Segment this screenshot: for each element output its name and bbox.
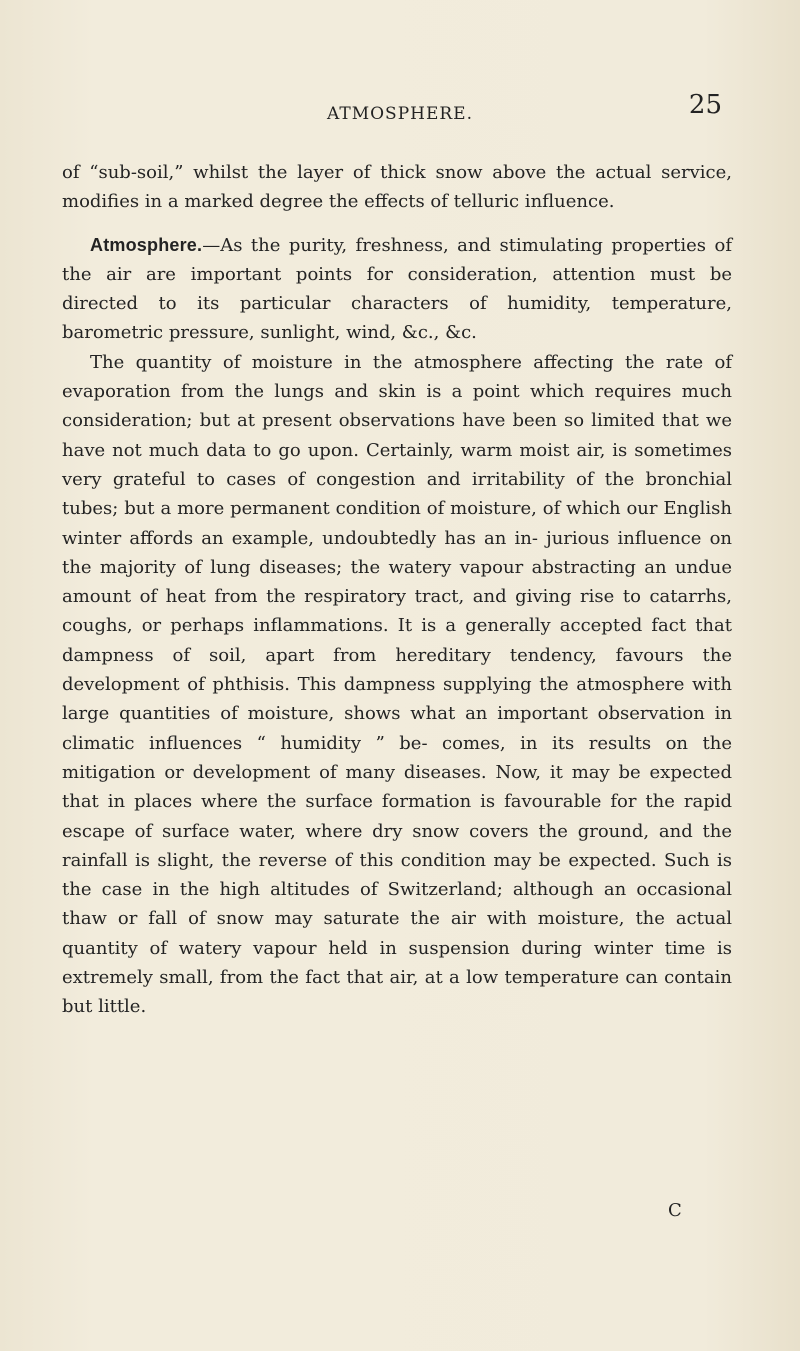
paragraph-sub-soil: of “sub-soil,” whilst the layer of thick snow above the actual service, modifies in a marked degree the effects of telluric influence.	[62, 162, 732, 213]
body-text	[62, 158, 732, 1022]
paragraph-moisture: The quantity of moisture in the atmosphere affecting the rate of evaporation from the lungs and skin is a point which requires much consideration; but at present observations have been so limited that we have not much data to go upon. Certainly, warm moist air, is sometimes very grateful to cases of congestion and irritability of the bronchial tubes; but a more permanent condition of moisture, of which our English winter affords an example, undoubtedly has an in- jurious influence on the majority of lung diseases; the watery vapour abstracting an undue amount of heat from the respiratory tract, and giving rise to catarrhs, coughs, or perhaps inflammations. It is a generally accepted fact that dampness of soil, apart from hereditary tendency, favours the development of phthisis. This dampness supplying the atmosphere with large quantities of moisture, shows what an important observation in climatic influences “ humidity ” be- comes, in its results on the mitigation or development of many diseases. Now, it may be expected that in places where the surface formation is favourable for the rapid escape of surface water, where dry snow covers the ground, and the rainfall is slight, the reverse of this condition may be expected. Such is the case in the high altitudes of Switzerland; although an occasional thaw or fall of snow may saturate the air with moisture, the actual quantity of watery vapour held in suspension during winter time is extremely small, from the fact that air, at a low temperature can contain but little.	[62, 351, 732, 1018]
section-heading-atmosphere: Atmosphere.	[90, 234, 203, 255]
signature-mark: C	[668, 1200, 682, 1221]
paragraph-atmosphere-text: —As the purity, freshness, and stimulating properties of the air are important points for consideration, attention must be directed to its particular characters of humidity, temperature, barometric pressure, sunlight, wind, &c., &c.	[62, 234, 732, 344]
page-number: 25	[688, 90, 722, 120]
paragraph-atmosphere	[62, 231, 732, 348]
running-title: ATMOSPHERE.	[327, 104, 473, 124]
